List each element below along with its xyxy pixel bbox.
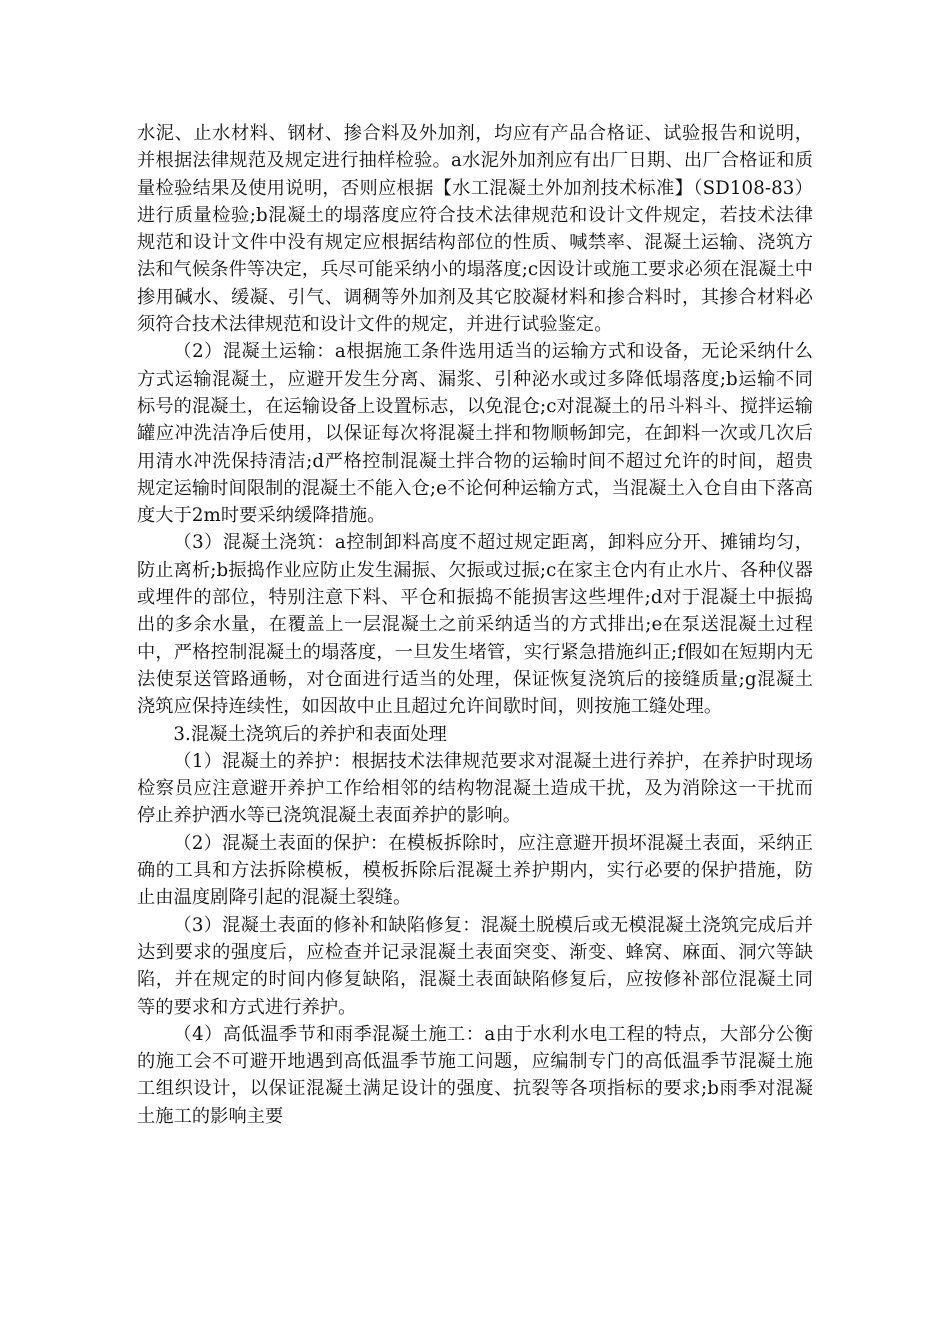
paragraph-concrete-pouring: （3）混凝土浇筑：a控制卸料高度不超过规定距离，卸料应分开、摊铺均匀，防止离析;b振捣作业应防止发生漏振、欠振或过振;c在家主仓内有止水片、各种仪器或埋件的部位，特别注意下料、平仓和振捣不能损害这些埋件;d对于混凝土中振捣出的多余水量，在覆盖上一层混凝土之前采纳适当的方式排出;e在泵送混凝土过程中，严格控制混凝土的塌落度，一旦发生堵管，实行紧急措施纠正;f假如在短期内无法使泵送管路通畅，对仓面进行适当的处理，保证恢复浇筑后的接缝质量;g混凝土浇筑应保持连续性，如因故中止且超过允许间歇时间，则按施工缝处理。 [137, 532, 813, 718]
paragraph-curing: （1）混凝土的养护：根据技术法律规范要求对混凝土进行养护，在养护时现场检察员应注意避开养护工作给相邻的结构物混凝土造成干扰，及为消除这一干扰而停止养护洒水等已浇筑混凝土表面养护的影响。 [137, 750, 813, 827]
paragraph-surface-protection: （2）混凝土表面的保护：在模板拆除时，应注意避开损坏混凝土表面，采纳正确的工具和方法拆除模板，模板拆除后混凝土养护期内，实行必要的保护措施，防止由温度剧降引起的混凝土裂缝。 [137, 832, 813, 909]
document-page [137, 120, 813, 1130]
paragraph-materials: 水泥、止水材料、钢材、掺合料及外加剂，均应有产品合格证、试验报告和说明，并根据法律规范及规定进行抽样检验。a水泥外加剂应有出厂日期、出厂合格证和质量检验结果及使用说明，否则应根据【水工混凝土外加剂技术标准】（SD108-83）进行质量检验;b混凝土的塌落度应符合技术法律规范和设计文件规定，若技术法律规范和设计文件中没有规定应根据结构部位的性质、喊禁率、混凝土运输、浇筑方法和气候条件等决定，兵尽可能采纳小的塌落度;c因设计或施工要求必须在混凝土中掺用碱水、缓凝、引气、调稠等外加剂及其它胶凝材料和掺合料时，其掺合材料必须符合技术法律规范和设计文件的规定，并进行试验鉴定。 [137, 123, 813, 336]
paragraph-seasonal-construction: （4）高低温季节和雨季混凝土施工：a由于水利水电工程的特点，大部分公衡的施工会不可避开地遇到高低温季节施工问题，应编制专门的高低温季节混凝土施工组织设计，以保证混凝土满足设计的强度、抗裂等各项指标的要求;b雨季对混凝土施工的影响主要 [137, 1023, 813, 1127]
paragraph-concrete-transport: （2）混凝土运输：a根据施工条件选用适当的运输方式和设备，无论采纳什么方式运输混凝土，应避开发生分离、漏浆、引种泌水或过多降低塌落度;b运输不同标号的混凝土，在运输设备上设置标志，以免混仓;c对混凝土的吊斗料斗、搅拌运输罐应冲洗洁净后使用，以保证每次将混凝土拌和物顺畅卸完，在卸料一次或几次后用清水冲洗保持清洁;d严格控制混凝土拌合物的运输时间不超过允许的时间，超贵规定运输时间限制的混凝土不能入仓;e不论何种运输方式，当混凝土入仓自由下落高度大于2m时要采纳缓降措施。 [137, 341, 813, 527]
section-heading-curing: 3.混凝土浇筑后的养护和表面处理 [173, 723, 447, 745]
paragraph-surface-repair: （3）混凝土表面的修补和缺陷修复：混凝土脱模后或无模混凝土浇筑完成后并达到要求的强度后，应检查并记录混凝土表面突变、渐变、蜂窝、麻面、洞穴等缺陷，并在规定的时间内修复缺陷，混凝土表面缺陷修复后，应按修补部位混凝土同等的要求和方式进行养护。 [137, 914, 813, 1018]
